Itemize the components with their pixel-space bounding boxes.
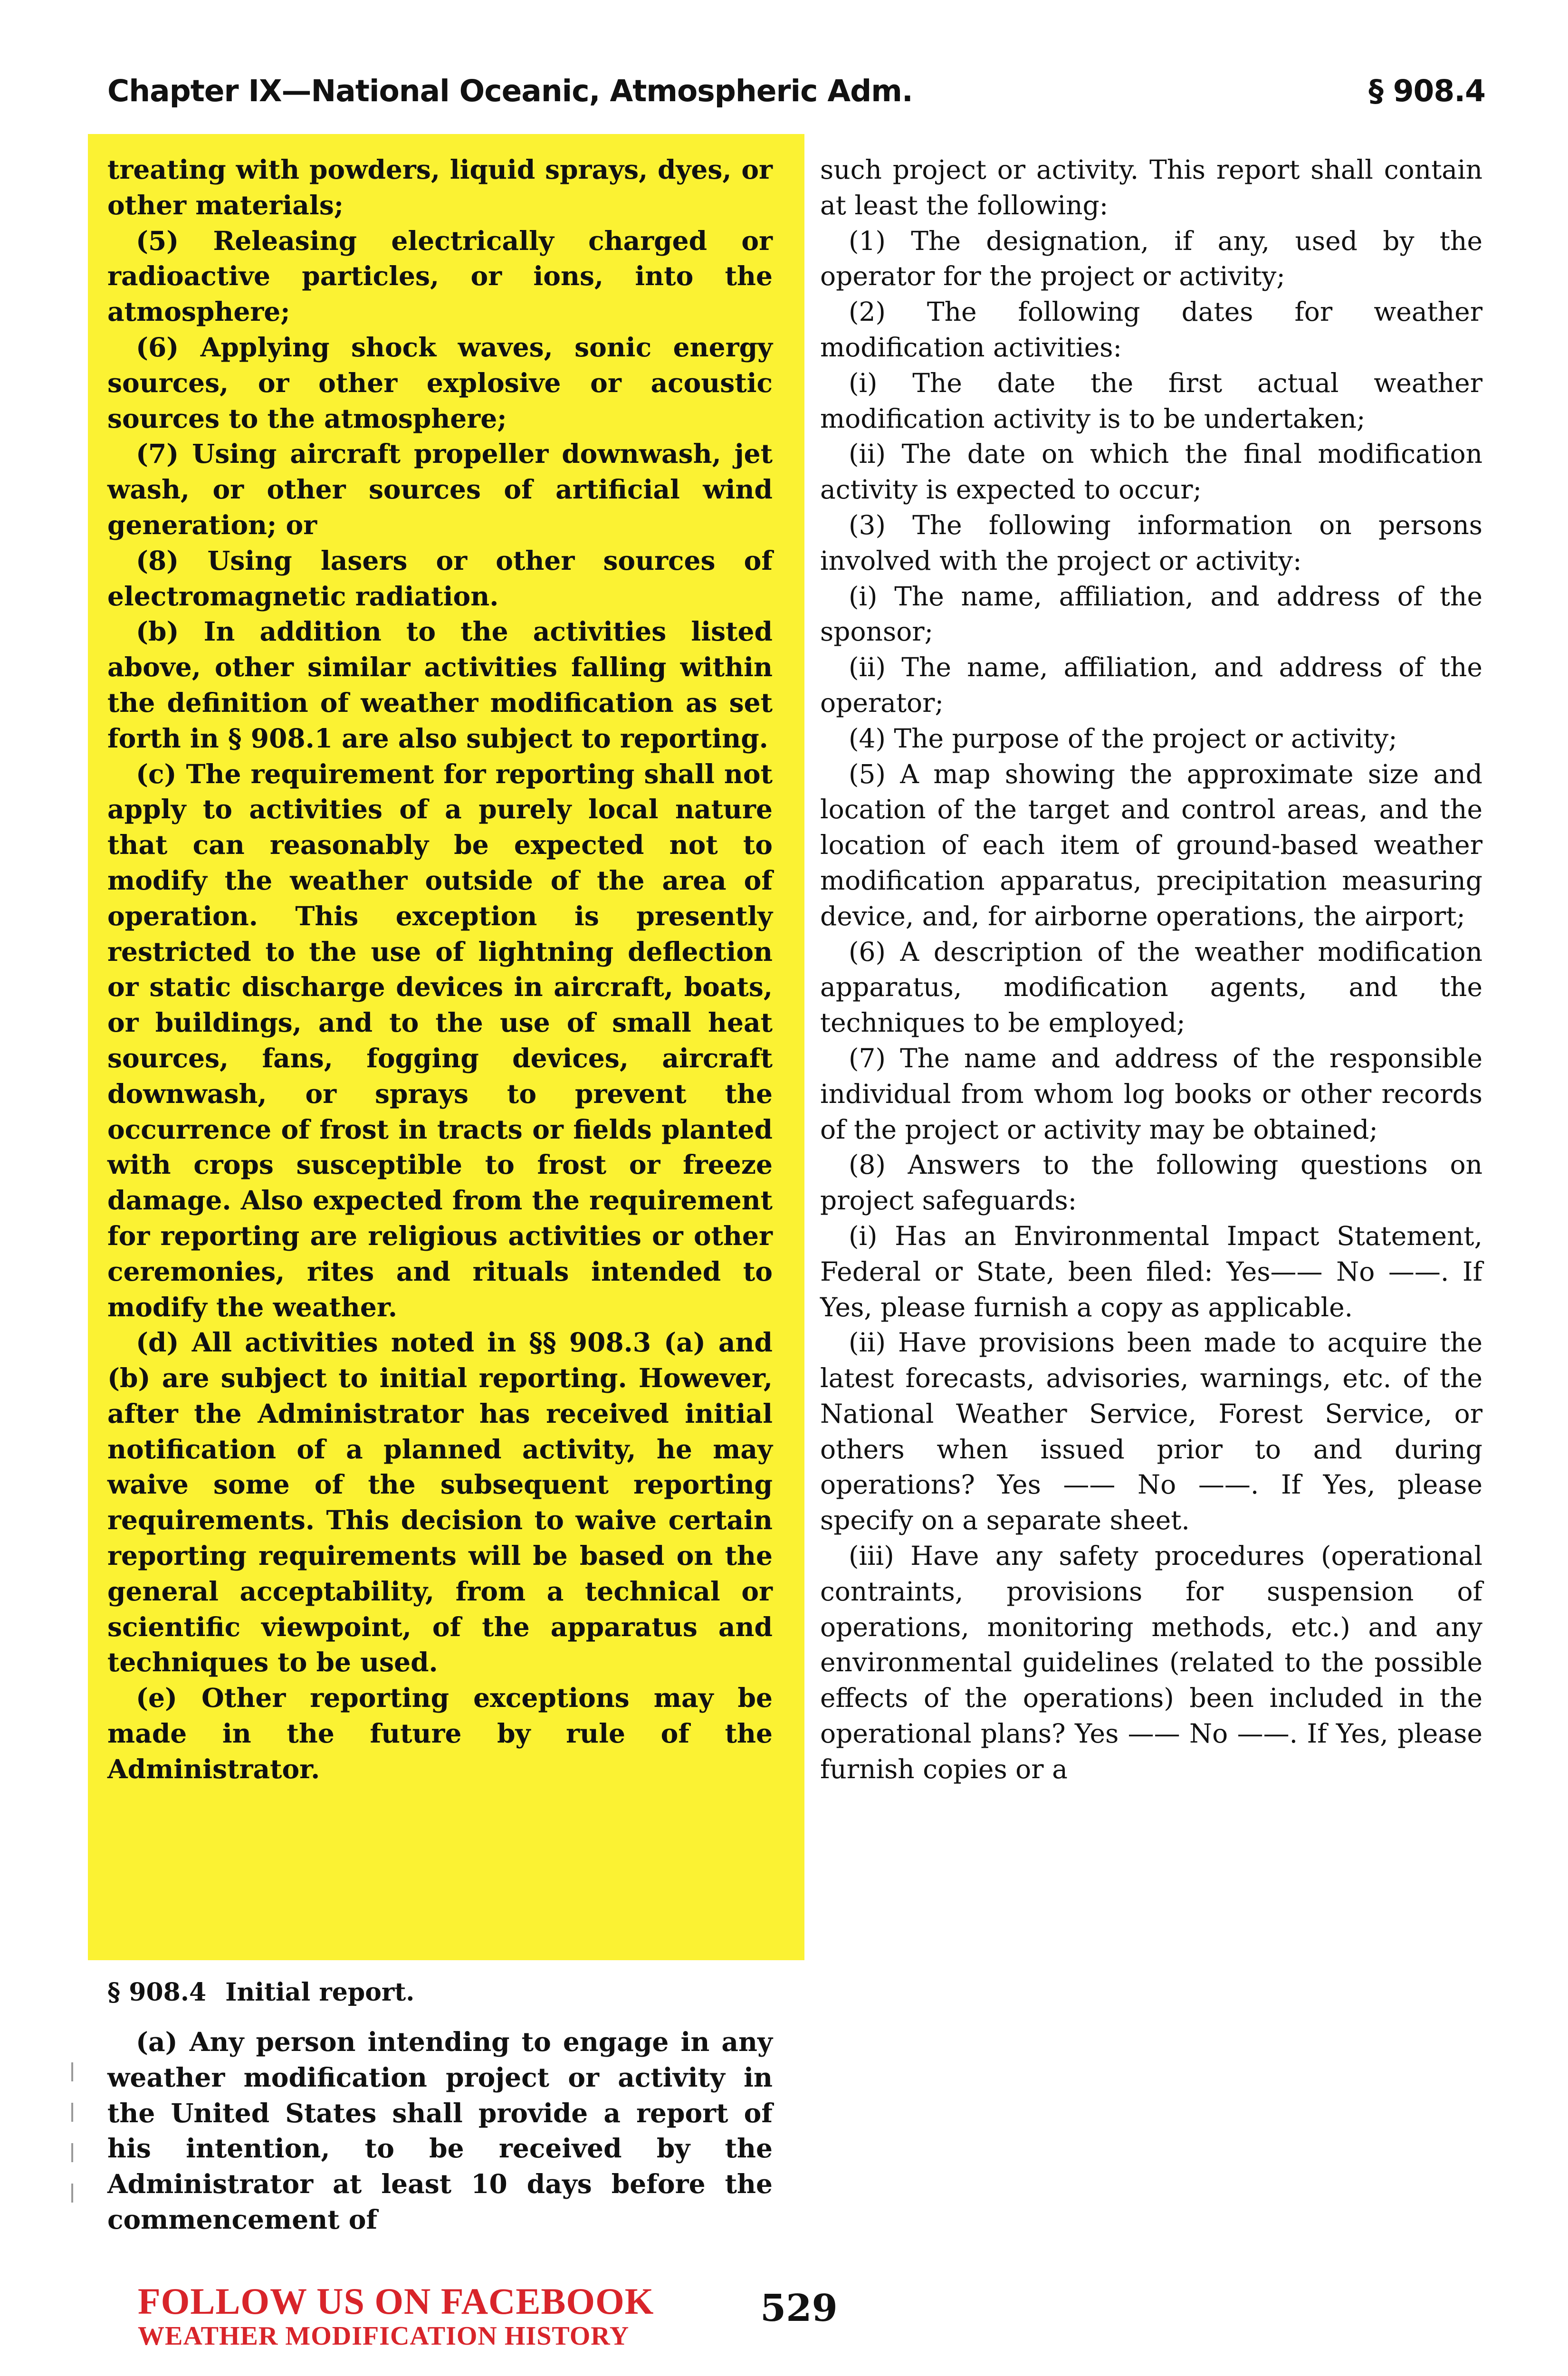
paragraph: such project or activity. This report shall contain at least the following: <box>820 154 1482 220</box>
section-heading <box>107 1978 414 2007</box>
running-header <box>107 74 1485 116</box>
chapter-title: Chapter IX—National Oceanic, Atmospheric Adm. <box>107 74 913 108</box>
margin-marks <box>71 2062 76 2252</box>
facebook-promo <box>138 2281 654 2350</box>
paragraph: (2) The following dates for weather modification activities: <box>820 297 1482 363</box>
paragraph: (ii) The name, affiliation, and address of the operator; <box>820 652 1482 718</box>
paragraph: (ii) Have provisions been made to acquire the latest forecasts, advisories, warnings, etc. of the National Weather Service, Forest Service, or others when issued prior to and during operations? Yes —— No ——. If Yes, please specify on a separate sheet. <box>820 1327 1482 1536</box>
left-column-section-text <box>107 2024 773 2238</box>
paragraph: (d) All activities noted in §§ 908.3 (a) and (b) are subject to initial reporting. However, after the Administrator has received initial notification of a planned activity, he may waive some of the subsequent reporting requirements. This decision to waive certain reporting requirements will be based on the general acceptability, from a technical or scientific viewpoint, of the apparatus and techniques to be used. <box>107 1327 773 1678</box>
right-column <box>820 152 1482 1787</box>
left-column-highlighted <box>107 152 773 1787</box>
section-number: § 908.4 <box>107 1978 207 2007</box>
paragraph: (a) Any person intending to engage in any weather modification project or activity in the United States shall provide a report of his intention, to be received by the Administrator at least 10 days before the commencement of <box>107 2026 773 2235</box>
paragraph: (i) Has an Environmental Impact Statement, Federal or State, been filed: Yes—— No ——. If Yes, please furnish a copy as applicable. <box>820 1220 1482 1322</box>
page-number: 529 <box>760 2287 838 2330</box>
paragraph: (5) A map showing the approximate size and location of the target and control areas, and the location of each item of ground-based weather modification apparatus, precipitation measuring device, and, for airborne operations, the airport; <box>820 758 1482 931</box>
paragraph: (1) The designation, if any, used by the operator for the project or activity; <box>820 225 1482 292</box>
facebook-line-1: FOLLOW US ON FACEBOOK <box>138 2280 654 2322</box>
paragraph: (c) The requirement for reporting shall not apply to activities of a purely local nature that can reasonably be expected not to modify the weather outside of the area of operation. This exception is presently restricted to the use of lightning deflection or static discharge devices in aircraft, boats, or buildings, and to the use of small heat sources, fans, fogging devices, aircraft downwash, or sprays to prevent the occurrence of frost in tracts or fields planted with crops susceptible to frost or freeze damage. Also expected from the requirement for reporting are religious activities or other ceremonies, rites and rituals intended to modify the weather. <box>107 758 773 1322</box>
paragraph: (7) The name and address of the responsible individual from whom log books or other records of the project or activity may be obtained; <box>820 1043 1482 1145</box>
paragraph: (i) The name, affiliation, and address of the sponsor; <box>820 581 1482 647</box>
paragraph: (4) The purpose of the project or activity; <box>849 723 1397 754</box>
paragraph: (6) A description of the weather modification apparatus, modification agents, and the techniques to be employed; <box>820 936 1482 1038</box>
section-reference: § 908.4 <box>1368 74 1485 108</box>
paragraph: treating with powders, liquid sprays, dyes, or other materials; <box>107 154 773 220</box>
paragraph: (7) Using aircraft propeller downwash, jet wash, or other sources of artificial wind generation; or <box>107 438 773 540</box>
paragraph: (3) The following information on persons involved with the project or activity: <box>820 509 1482 576</box>
paragraph: (i) The date the first actual weather modification activity is to be undertaken; <box>820 367 1482 434</box>
paragraph: (ii) The date on which the final modification activity is expected to occur; <box>820 439 1482 505</box>
facebook-line-2: WEATHER MODIFICATION HISTORY <box>138 2321 630 2351</box>
paragraph: (e) Other reporting exceptions may be made in the future by rule of the Administrator. <box>107 1682 773 1784</box>
paragraph: (b) In addition to the activities listed above, other similar activities falling within the definition of weather modification as set forth in § 908.1 are also subject to reporting. <box>107 616 773 754</box>
paragraph: (8) Using lasers or other sources of electromagnetic radiation. <box>107 545 773 612</box>
paragraph: (6) Applying shock waves, sonic energy sources, or other explosive or acoustic sources to the atmosphere; <box>107 331 773 434</box>
paragraph: (iii) Have any safety procedures (operational contraints, provisions for suspension of operations, monitoring methods, etc.) and any environmental guidelines (related to the possible effects of the operations) been included in the operational plans? Yes —— No ——. If Yes, please furnish copies or a <box>820 1541 1482 1784</box>
paragraph: (8) Answers to the following questions on project safeguards: <box>820 1150 1482 1216</box>
paragraph: (5) Releasing electrically charged or radioactive particles, or ions, into the atmosphere; <box>107 225 773 327</box>
section-title: Initial report. <box>225 1978 415 2007</box>
